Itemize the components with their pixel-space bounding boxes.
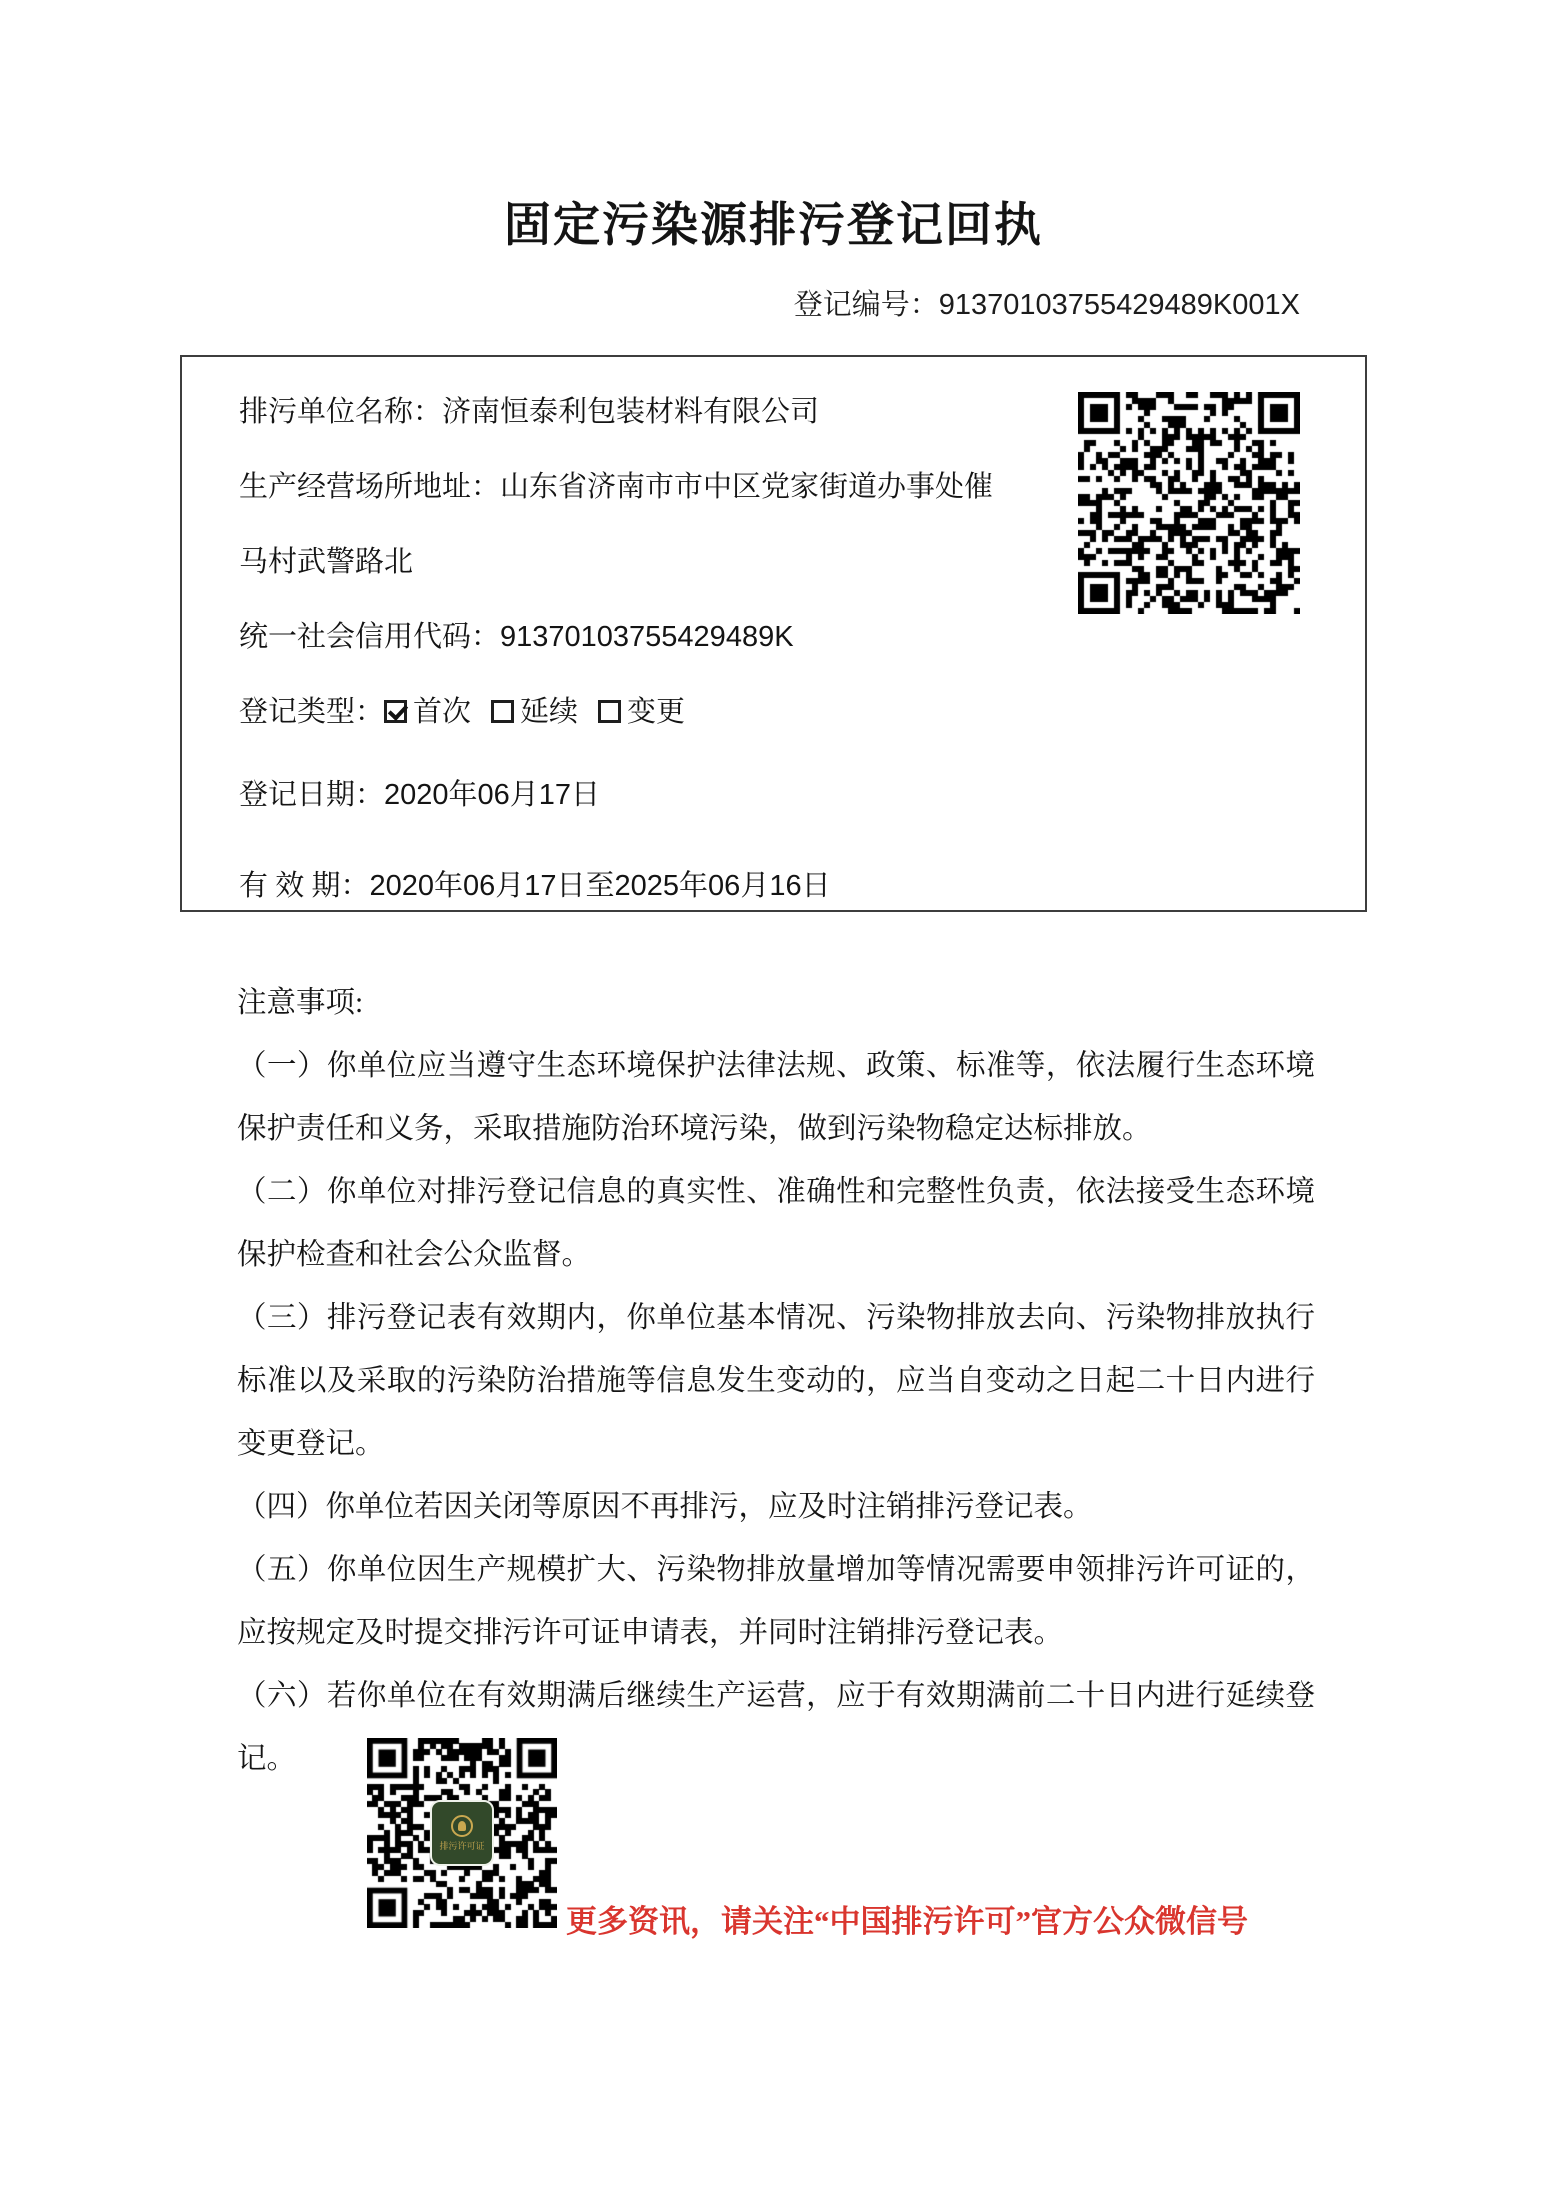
wechat-caption: 更多资讯，请关注“中国排污许可”官方公众微信号 xyxy=(566,1904,1248,1939)
credit-code-label: 统一社会信用代码： xyxy=(239,621,501,653)
permit-logo xyxy=(430,1800,494,1866)
note-item-6: （六）若你单位在有效期满后继续生产运营，应于有效期满前二十日内进行延续登记。 xyxy=(237,1680,1315,1775)
address-label: 生产经营场所地址： xyxy=(239,471,501,503)
valid-period-row xyxy=(239,849,1065,924)
emblem-icon xyxy=(451,1815,473,1837)
notes-section xyxy=(237,972,1315,1791)
registration-number-line xyxy=(0,282,1300,323)
registration-qr-code-icon xyxy=(1078,392,1300,614)
type-option-renew xyxy=(491,696,578,728)
type-option-first xyxy=(384,696,471,728)
valid-period-value: 2020年06月17日至2025年06月16日 xyxy=(369,870,831,902)
info-fields xyxy=(239,375,1065,924)
registration-date-value: 2020年06月17日 xyxy=(384,779,601,811)
type-option-change xyxy=(598,696,685,728)
note-item-4: （四）你单位若因关闭等原因不再排污，应及时注销排污登记表。 xyxy=(237,1491,1093,1523)
note-item-5: （五）你单位因生产规模扩大、污染物排放量增加等情况需要申领排污许可证的，应按规定及时提交排污许可证申请表，并同时注销排污登记表。 xyxy=(237,1554,1315,1649)
checkbox-renew-icon xyxy=(491,700,514,723)
registration-number-value: 91370103755429489K001X xyxy=(938,289,1300,321)
type-option-first-label: 首次 xyxy=(413,696,472,728)
notes-heading: 注意事项: xyxy=(237,987,364,1019)
note-item-3: （三）排污登记表有效期内，你单位基本情况、污染物排放去向、污染物排放执行标准以及采取的污染防治措施等信息发生变动的，应当自变动之日起二十日内进行变更登记。 xyxy=(237,1302,1315,1460)
wechat-qr-block xyxy=(367,1738,557,1928)
checkbox-first-icon xyxy=(384,700,407,723)
unit-name-label: 排污单位名称： xyxy=(239,396,443,428)
type-option-renew-label: 延续 xyxy=(520,696,579,728)
credit-code-row xyxy=(239,600,1065,675)
registration-type-row xyxy=(239,675,1065,750)
address-value: 山东省济南市市中区党家街道办事处催马村武警路北 xyxy=(239,471,994,578)
emblem-dot-icon xyxy=(458,1821,466,1831)
registration-date-label: 登记日期： xyxy=(239,779,385,811)
registration-date-row xyxy=(239,758,1065,833)
address-row xyxy=(239,450,1009,600)
document-title: 固定污染源排污登记回执 xyxy=(504,200,1043,252)
check-mark-icon xyxy=(388,700,408,721)
registration-number-label: 登记编号： xyxy=(793,289,939,321)
type-option-change-label: 变更 xyxy=(627,696,686,728)
credit-code-value: 91370103755429489K xyxy=(500,621,794,653)
unit-name-row xyxy=(239,375,1065,450)
permit-logo-label: 排污许可证 xyxy=(439,1841,485,1851)
valid-period-label: 有 效 期： xyxy=(239,870,370,902)
registration-info-box xyxy=(180,355,1367,912)
note-item-2: （二）你单位对排污登记信息的真实性、准确性和完整性负责，依法接受生态环境保护检查和社会公众监督。 xyxy=(237,1176,1315,1271)
unit-name-value: 济南恒泰利包装材料有限公司 xyxy=(442,396,820,428)
note-item-1: （一）你单位应当遵守生态环境保护法律法规、政策、标准等，依法履行生态环境保护责任和义务，采取措施防治环境污染，做到污染物稳定达标排放。 xyxy=(237,1050,1315,1145)
checkbox-change-icon xyxy=(598,700,621,723)
registration-type-label: 登记类型： xyxy=(239,696,385,728)
